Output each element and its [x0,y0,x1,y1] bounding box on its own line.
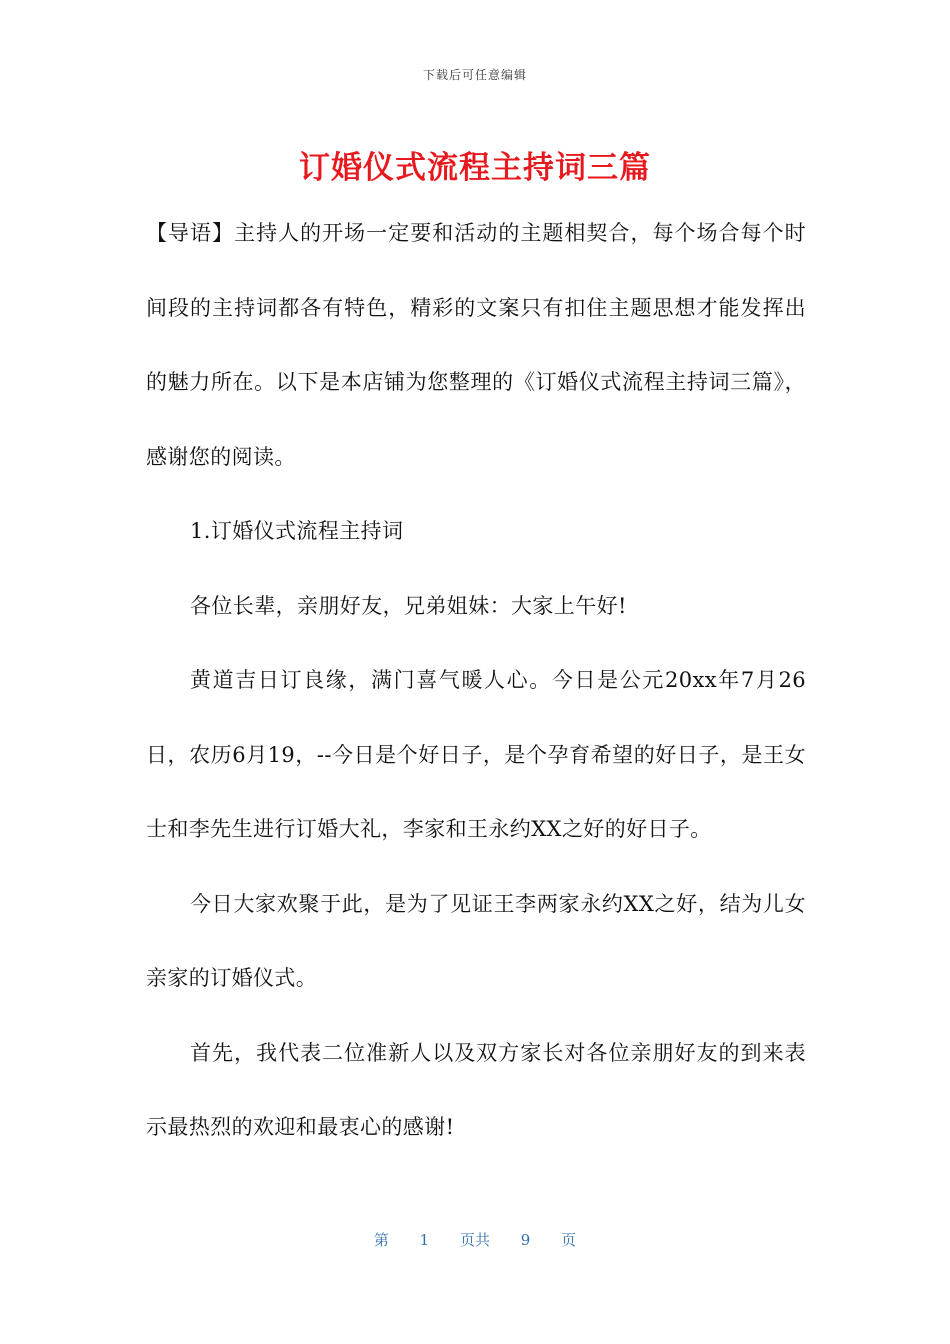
page-label-prefix: 第 [373,1231,389,1249]
document-body [146,196,806,1165]
page-label-suffix: 页 [561,1231,577,1249]
greeting-paragraph: 各位长辈，亲朋好友，兄弟姐妹：大家上午好! [190,593,627,618]
date-paragraph: 黄道吉日订良缘，满门喜气暖人心。今日是公元20xx年7月26日，农历6月19，--今日是个好日子，是个孕育希望的好日子，是王女士和李先生进行订婚大礼，李家和王永约XX之好的好日子。 [146,668,806,841]
intro-paragraph: 【导语】主持人的开场一定要和活动的主题相契合，每个场合每个时间段的主持词都各有特色，精彩的文案只有扣住主题思想才能发挥出的魅力所在。以下是本店铺为您整理的《订婚仪式流程主持词三篇》，感谢您的阅读。 [146,221,806,469]
gathering-paragraph: 今日大家欢聚于此，是为了见证王李两家永约XX之好，结为儿女亲家的订婚仪式。 [146,891,806,990]
total-pages-number: 9 [520,1231,531,1249]
header-note: 下载后可任意编辑 [422,68,527,82]
page-label-mid: 页共 [459,1231,490,1249]
welcome-paragraph: 首先，我代表二位准新人以及双方家长对各位亲朋好友的到来表示最热烈的欢迎和最衷心的感谢! [146,1040,806,1139]
section-heading: 1.订婚仪式流程主持词 [190,519,404,543]
current-page-number: 1 [419,1231,430,1249]
page-footer [0,1229,950,1250]
document-title: 订婚仪式流程主持词三篇 [299,150,651,186]
